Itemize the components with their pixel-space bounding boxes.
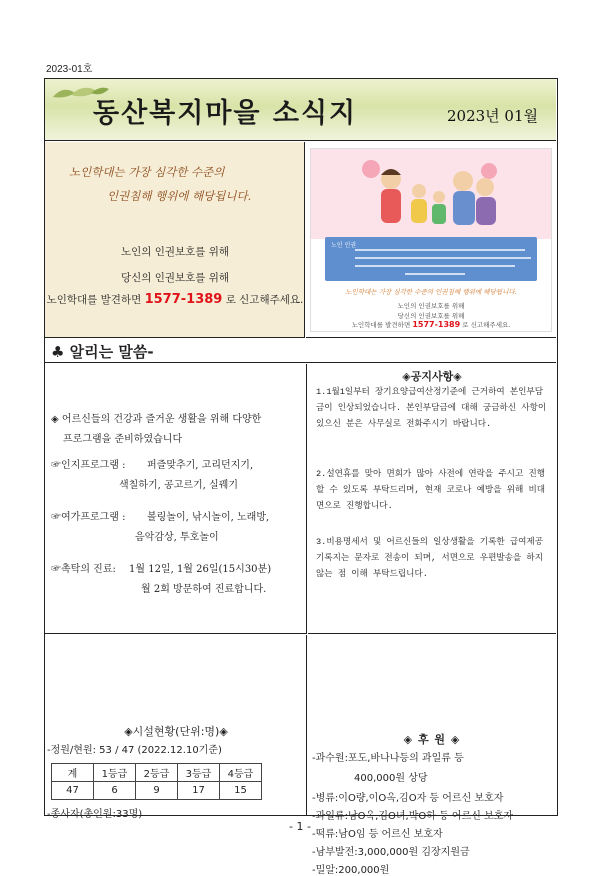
facility-title: ◈시설현황(단위:명)◈ — [124, 725, 228, 738]
grade-header-cell: 4등급 — [220, 764, 262, 782]
issue-date: 2023년 01월 — [446, 107, 538, 125]
programs-intro-1: ◈ 어르신들의 건강과 즐거운 생활을 위해 다양한 — [51, 414, 262, 425]
hotline-number: 1577-1389 — [144, 292, 223, 307]
cognitive-program-label: ☞인지프로그램 : — [51, 460, 126, 471]
programs-intro-2: 프로그램을 준비하였습니다 — [63, 434, 183, 445]
doctor-visit-note: 월 2회 방문하여 진료합니다. — [141, 584, 267, 595]
newsletter-title: 동산복지마을 소식지 — [93, 98, 358, 129]
poster-report-suffix: 로 신고해주세요. — [462, 321, 511, 329]
grade-value-cell: 15 — [220, 782, 262, 800]
capacity-line: -정원/현원: 53 / 47 (2022.12.10기준) — [47, 745, 222, 756]
support-item: -과일류:남O옥,김O녀,박O하 등 어르신 보호자 — [312, 811, 514, 822]
grade-header-cell: 2등급 — [136, 764, 178, 782]
poster-panel-label: 노인 인권 — [331, 242, 357, 249]
grade-value-cell: 47 — [52, 782, 94, 800]
poster-report-prefix: 노인학대를 발견하면 — [351, 321, 411, 329]
campaign-text-panel — [45, 142, 305, 338]
poster-info-panel — [325, 237, 537, 281]
slogan-line-1: 노인학대는 가장 심각한 수준의 — [69, 165, 225, 179]
support-title: ◈ 후 원 ◈ — [403, 733, 461, 746]
notice-header-bar — [45, 339, 556, 363]
report-suffix: 로 신고해주세요. — [225, 294, 304, 306]
report-prefix: 노인학대를 발견하면 — [46, 294, 142, 306]
poster-text-line — [355, 249, 525, 251]
slogan-line-2: 인권침해 행위에 해당됩니다. — [107, 189, 252, 203]
poster-text-line — [355, 257, 531, 259]
poster-text-line — [405, 273, 465, 275]
banner — [45, 79, 556, 141]
report-line — [45, 292, 305, 307]
cognitive-program-items-1: 퍼즐맞추기, 고리던지기, — [147, 460, 254, 471]
notice-item-3: 3.비용명세서 및 어르신들의 일상생활을 기록한 급여제공기록지는 문자로 전송이 되며, 서면으로 우편발송을 하지 않는 점 이해 부탁드립니다. — [316, 537, 544, 579]
grade-value-cell: 17 — [178, 782, 220, 800]
support-section — [308, 635, 556, 876]
grade-header-cell: 3등급 — [178, 764, 220, 782]
grade-value-row — [52, 782, 262, 800]
doctor-visit-label: ☞촉탁의 진료: — [51, 564, 116, 575]
leisure-program-label: ☞여가프로그램 : — [51, 512, 126, 523]
issue-number: 2023-01호 — [46, 64, 93, 75]
poster-report-line — [311, 320, 551, 329]
poster-hotline-number: 1577-1389 — [412, 320, 461, 329]
support-item: -병류:이O량,이O옥,김O자 등 어르신 보호자 — [312, 793, 504, 804]
grade-header-row — [52, 764, 262, 782]
page-number: - 1 - — [289, 820, 311, 833]
support-item: -떡류:남O임 등 어르신 보호자 — [312, 829, 443, 840]
cognitive-program-items-2: 색칠하기, 공고르기, 실꿰기 — [119, 480, 238, 491]
newsletter-frame — [44, 78, 558, 876]
notice-item-2: 2.설연휴를 맞아 면회가 많아 사전에 연락을 주시고 진행할 수 있도록 부탁드리며, 현재 코로나 예방을 위해 비대면으로 진행합니다. — [316, 469, 546, 511]
programs-section — [45, 364, 307, 634]
doctor-visit-dates: 1월 12일, 1월 26일(15시30분) — [129, 564, 272, 575]
poster-line-1: 노인의 인권보호를 위해 — [397, 302, 465, 310]
grade-header-cell: 1등급 — [94, 764, 136, 782]
facility-status-section — [45, 635, 307, 820]
poster-line-2: 당신의 인권보호를 위해 — [397, 312, 465, 320]
support-item: 400,000원 상당 — [354, 773, 428, 784]
leisure-program-items-1: 볼링놀이, 낚시놀이, 노래방, — [147, 512, 270, 523]
grade-value-cell: 6 — [94, 782, 136, 800]
staff-line: -종사자(총인원:33명) — [47, 809, 143, 820]
family-illustration-icon — [361, 157, 501, 239]
protection-line-1: 노인의 인권보호를 위해 — [120, 246, 230, 258]
grade-header-cell: 계 — [52, 764, 94, 782]
support-item: -남부발전:3,000,000원 김장지원금 — [312, 847, 470, 858]
grade-value-cell: 9 — [136, 782, 178, 800]
poster-text-line — [355, 265, 515, 267]
notice-header: ♣ 알리는 말씀- — [51, 343, 154, 361]
notices-title: ◈공지사항◈ — [402, 370, 462, 383]
notices-section — [308, 364, 556, 634]
support-item: -밀알:200,000원 — [312, 865, 390, 876]
grade-table — [51, 763, 262, 800]
campaign-slogan — [69, 160, 289, 208]
poster-slogan: 노인학대는 가장 심각한 수준의 인권침해 행위에 해당됩니다. — [345, 288, 517, 296]
notice-item-1: 1.1월1일부터 장기요양급여산정기준에 근거하여 본인부담금이 인상되었습니다. 본인부담금에 대해 궁금하신 사항이 있으신 분은 사무실로 전화주시기 바랍니다. — [316, 387, 547, 429]
protection-line-2: 당신의 인권보호를 위해 — [120, 272, 230, 284]
leisure-program-items-2: 음악감상, 투호놀이 — [135, 532, 219, 543]
support-item: -과수원:포도,바나나등의 과일류 등 — [312, 753, 464, 764]
campaign-poster — [310, 148, 552, 332]
campaign-poster-panel — [306, 142, 556, 338]
